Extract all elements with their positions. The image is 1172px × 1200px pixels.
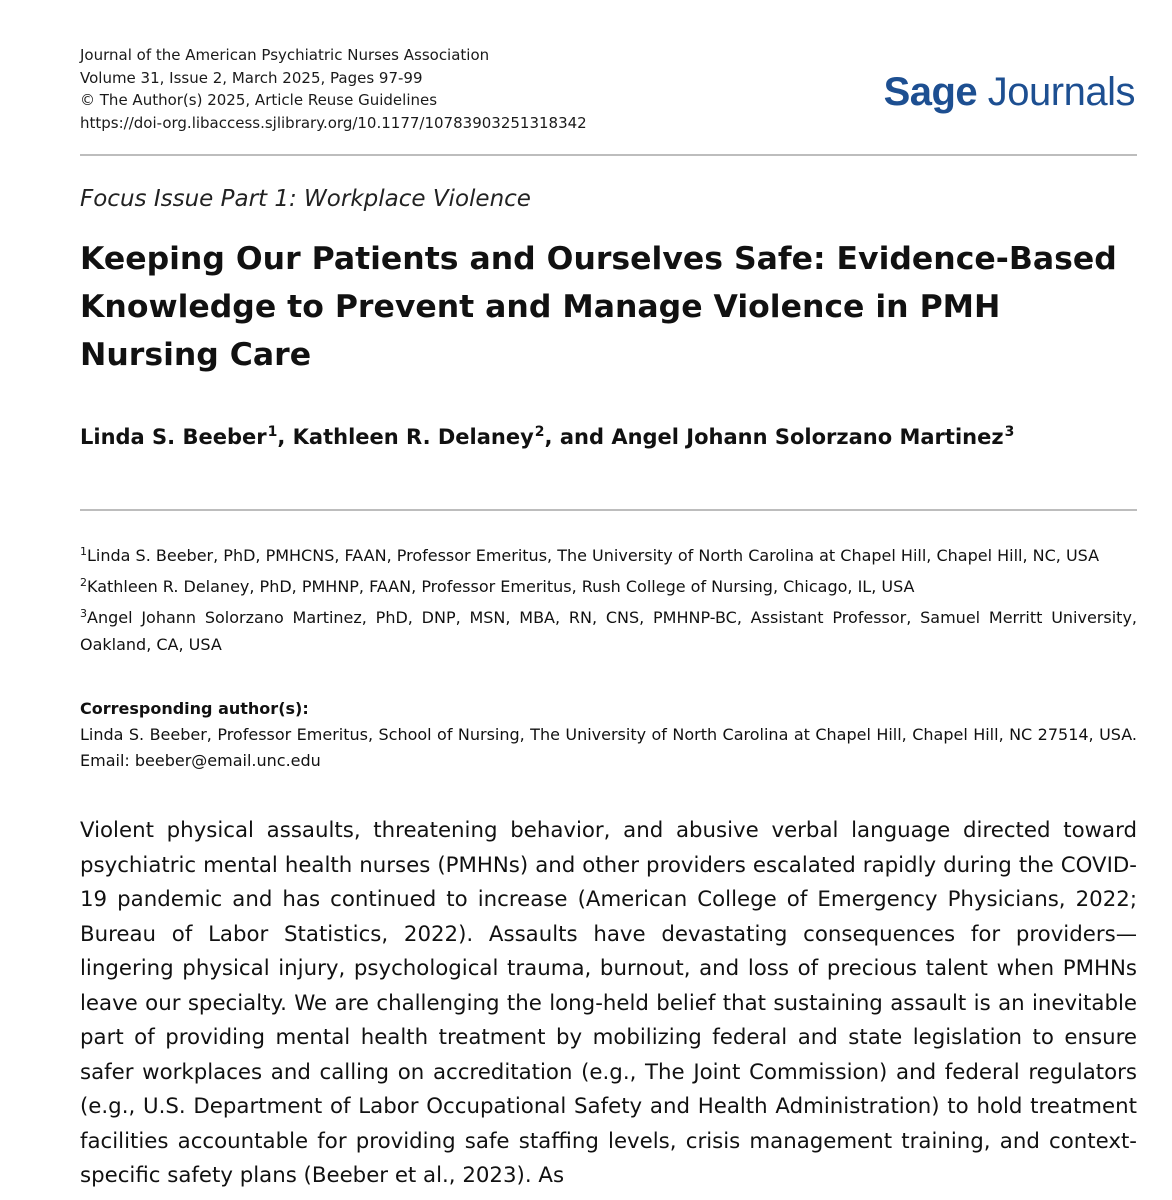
journal-name: Journal of the American Psychiatric Nurses Association [80,46,490,64]
doi-link[interactable]: https://doi-org.libaccess.sjlibrary.org/10.1177/10783903251318342 [80,113,587,132]
affiliation-item [80,569,1137,600]
affiliation-item [80,600,1137,658]
author-separator: , [277,425,293,449]
sage-journals-logo [884,70,1135,115]
affiliation-text: Linda S. Beeber, PhD, PMHCNS, FAAN, Professor Emeritus, The University of North Carolina at Chapel Hill, Chapel Hill, NC, USA [87,546,1100,565]
article-body [80,814,1137,1194]
publication-info [80,44,587,134]
affiliation-marker: 3 [80,607,87,620]
corresponding-heading: Corresponding author(s): [80,699,309,718]
author-name: Kathleen R. Delaney [292,425,534,449]
author-separator: , and [544,425,612,449]
author-affiliation-marker: 1 [267,424,278,440]
affiliation-text: Angel Johann Solorzano Martinez, PhD, DNP, MSN, MBA, RN, CNS, PMHNP-BC, Assistant Professor, Samuel Merritt University, Oakland, CA, USA [80,608,1137,654]
author-name: Linda S. Beeber [80,425,267,449]
article-header [80,0,1137,150]
article-page [80,0,1137,1188]
affiliation-marker: 2 [80,576,87,589]
affiliation-marker: 1 [80,545,87,558]
header-divider [80,154,1137,156]
affiliations [80,538,1137,658]
copyright-line[interactable]: © The Author(s) 2025, Article Reuse Guidelines [80,91,438,109]
logo-journals: Journals [987,70,1135,114]
authors-divider [80,509,1137,511]
affiliation-text: Kathleen R. Delaney, PhD, PMHNP, FAAN, Professor Emeritus, Rush College of Nursing, Chicago, IL, USA [87,577,915,596]
article-title: Keeping Our Patients and Ourselves Safe: Evidence-Based Knowledge to Prevent and Manage Violence in PMH Nursing Care [80,241,1117,373]
body-paragraph: Violent physical assaults, threatening behavior, and abusive verbal language directed toward psychiatric mental health nurses (PMHNs) and other providers escalated rapidly during the COVID-19 pandemic and has continued to increase (American College of Emergency Physicians, 2022; Bureau of Labor Statistics, 2022). Assaults have devastating consequences for providers—lingering physical injury, psychological trauma, burnout, and loss of precious talent when PMHNs leave our specialty. We are challenging the long-held belief that sustaining assault is an inevitable part of providing mental health treatment by mobilizing federal and state legislation to ensure safer workplaces and calling on accreditation (e.g., The Joint Commission) and federal regulators (e.g., U.S. Department of Labor Occupational Safety and Health Administration) to hold treatment facilities accountable for providing safe staffing levels, crisis management training, and context-specific safety plans (Beeber et al., 2023). As [80,818,1137,1188]
corresponding-author [80,696,1137,774]
corresponding-text: Linda S. Beeber, Professor Emeritus, School of Nursing, The University of North Carolina at Chapel Hill, Chapel Hill, NC 27514, USA. Email: beeber@email.unc.edu [80,725,1137,770]
author-list [80,424,1014,449]
affiliation-item [80,538,1137,569]
logo-sage: Sage [883,70,978,114]
focus-issue-label: Focus Issue Part 1: Workplace Violence [80,186,531,212]
author-affiliation-marker: 3 [1004,424,1015,440]
volume-info: Volume 31, Issue 2, March 2025, Pages 97-99 [80,68,423,87]
author-name: Angel Johann Solorzano Martinez [611,425,1004,449]
author-affiliation-marker: 2 [534,424,545,440]
